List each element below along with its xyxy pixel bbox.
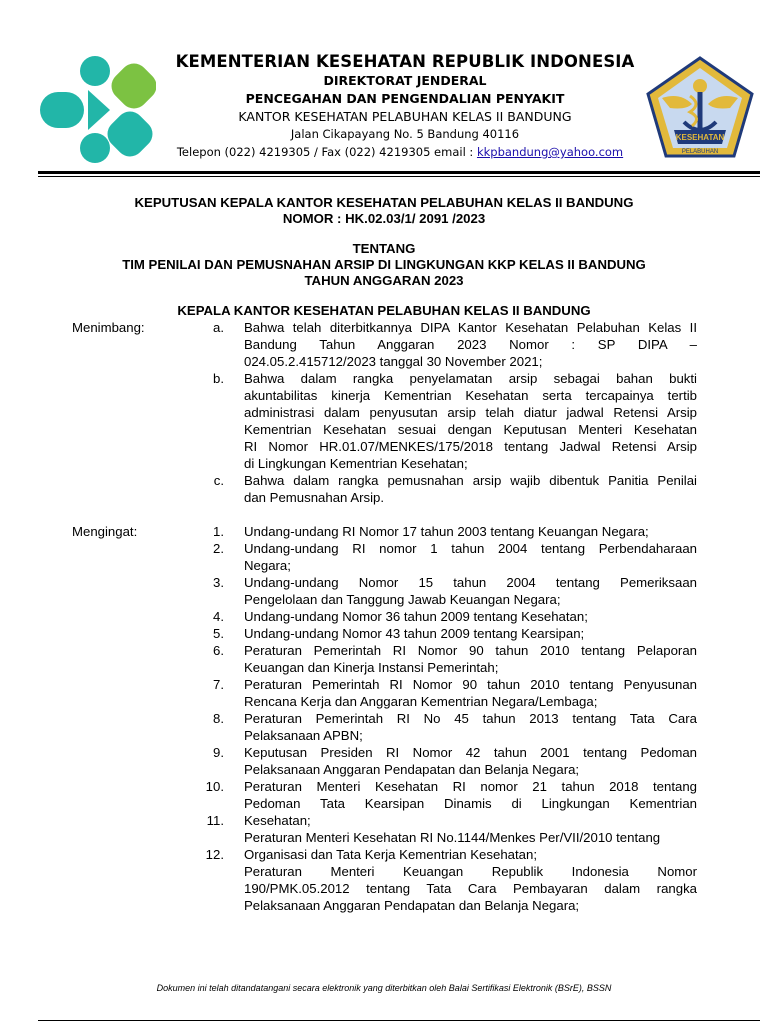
mengingat-line-12: Peraturan Pemerintah RI No 45 tahun 2013 tentang Tata Cara [244, 711, 697, 726]
mengingat-line-4: Undang-undang Nomor 15 tahun 2004 tentang Pemeriksaan [244, 575, 697, 590]
office-contact [130, 145, 670, 159]
mengingat-line-13: Pelaksanaan APBN; [244, 728, 363, 743]
mengingat-line-22: 190/PMK.05.2012 tentang Tata Cara Pembayaran dalam rangka [244, 881, 697, 896]
menimbang-b-line5: RI Nomor HR.01.07/MENKES/175/2018 tentang Jadwal Retensi Arsip [244, 439, 697, 454]
mengingat-mark-12: 12. [205, 847, 224, 862]
emblem-text-pelabuhan: PELABUHAN [681, 149, 719, 155]
menimbang-mark-b: b. [213, 371, 224, 386]
mengingat-line-3: Negara; [244, 558, 291, 573]
menimbang-a-line2: Bandung Tahun Anggaran 2023 Nomor : SP DIPA – [244, 337, 697, 352]
emblem-text-kesehatan: KESEHATAN [675, 133, 725, 142]
menimbang-c-line1: Bahwa dalam rangka pemusnahan arsip wajib dibentuk Panitia Penilai [244, 473, 697, 488]
mengingat-line-10: Peraturan Pemerintah RI Nomor 90 tahun 2010 tentang Penyusunan [244, 677, 697, 692]
mengingat-mark-8: 8. [213, 711, 224, 726]
mengingat-line-14: Keputusan Presiden RI Nomor 42 tahun 2001 tentang Pedoman [244, 745, 697, 760]
mengingat-line-8: Peraturan Pemerintah RI Nomor 90 tahun 2010 tentang Pelaporan [244, 643, 697, 658]
division-name: PENCEGAHAN DAN PENGENDALIAN PENYAKIT [245, 91, 565, 106]
mengingat-mark-11: 11. [206, 813, 224, 828]
mengingat-mark-7: 7. [213, 677, 224, 692]
decree-subject-line1: TIM PENILAI DAN PEMUSNAHAN ARSIP DI LINGKUNGAN KKP KELAS II BANDUNG [122, 257, 646, 272]
mengingat-line-5: Pengelolaan dan Tanggung Jawab Keuangan Negara; [244, 592, 561, 607]
ministry-name: KEMENTERIAN KESEHATAN REPUBLIK INDONESIA [175, 52, 635, 71]
mengingat-line-23: Pelaksanaan Anggaran Pendapatan dan Belanja Negara; [244, 898, 580, 913]
menimbang-a-line3: 024.05.2.415712/2023 tanggal 30 November 2021; [244, 354, 543, 369]
mengingat-mark-6: 6. [213, 643, 224, 658]
menimbang-mark-a: a. [213, 320, 224, 335]
decree-title: KEPUTUSAN KEPALA KANTOR KESEHATAN PELABUHAN KELAS II BANDUNG [134, 195, 634, 210]
decree-about: TENTANG [352, 241, 416, 256]
menimbang-a-line1: Bahwa telah diterbitkannya DIPA Kantor Kesehatan Pelabuhan Kelas II [244, 320, 697, 335]
mengingat-line-7: Undang-undang Nomor 43 tahun 2009 tentang Kearsipan; [244, 626, 585, 641]
mengingat-line-6: Undang-undang Nomor 36 tahun 2009 tentang Kesehatan; [244, 609, 588, 624]
mengingat-mark-10: 10. [205, 779, 224, 794]
mengingat-line-9: Keuangan dan Kinerja Instansi Pemerintah; [244, 660, 499, 675]
mengingat-line-2: Undang-undang RI nomor 1 tahun 2004 tentang Perbendaharaan [244, 541, 697, 556]
mengingat-mark-9: 9. [213, 745, 224, 760]
mengingat-line-19: Peraturan Menteri Kesehatan RI No.1144/Menkes Per/VII/2010 tentang [244, 830, 661, 845]
menimbang-mark-c: c. [213, 473, 224, 488]
mengingat-line-15: Pelaksanaan Anggaran Pendapatan dan Belanja Negara; [244, 762, 580, 777]
menimbang-b-line4: Kementrian Kesehatan sesuai dengan Keputusan Menteri Kesehatan [244, 422, 697, 437]
menimbang-b-line3: administrasi dalam penyusutan arsip telah diatur jadwal Retensi Arsip [244, 405, 697, 420]
mengingat-mark-2: 2. [213, 541, 224, 556]
menimbang-c-line2: dan Pemusnahan Arsip. [244, 490, 385, 505]
mengingat-line-18: Kesehatan; [244, 813, 311, 828]
mengingat-line-1: Undang-undang RI Nomor 17 tahun 2003 tentang Keuangan Negara; [244, 524, 649, 539]
email-link[interactable]: kkpbandung@yahoo.com [476, 145, 624, 159]
menimbang-b-line2: akuntabilitas kinerja Kementrian Kesehatan serta tercapainya tertib [244, 388, 697, 403]
letterhead-rule-thick [38, 171, 760, 174]
office-name: KANTOR KESEHATAN PELABUHAN KELAS II BANDUNG [238, 109, 572, 124]
directorate-name: DIREKTORAT JENDERAL [323, 73, 487, 88]
menimbang-label: Menimbang: [72, 320, 145, 335]
footer-rule [38, 1020, 760, 1021]
menimbang-b-line1: Bahwa dalam rangka penyelamatan arsip sebagai bahan bukti [244, 371, 697, 386]
mengingat-line-21: Peraturan Menteri Keuangan Republik Indonesia Nomor [244, 864, 697, 879]
decree-subject-line2: TAHUN ANGGARAN 2023 [304, 273, 464, 288]
mengingat-label: Mengingat: [72, 524, 138, 539]
mengingat-mark-1: 1. [213, 524, 224, 539]
letterhead-rule-thin [38, 176, 760, 177]
office-address: Jalan Cikapayang No. 5 Bandung 40116 [290, 127, 520, 141]
contact-text: Telepon (022) 4219305 / Fax (022) 4219305 email : [176, 145, 477, 159]
mengingat-line-17: Pedoman Tata Kearsipan Dinamis di Lingkungan Kementrian [244, 796, 697, 811]
esign-footer-note: Dokumen ini telah ditandatangani secara elektronik yang diterbitkan oleh Balai Sertifikasi Elektronik (BSrE), BSSN [156, 983, 612, 993]
mengingat-mark-4: 4. [213, 609, 224, 624]
mengingat-line-16: Peraturan Menteri Kesehatan RI nomor 21 tahun 2018 tentang [244, 779, 697, 794]
menimbang-b-line6: di Lingkungan Kementrian Kesehatan; [244, 456, 468, 471]
mengingat-line-20: Organisasi dan Tata Kerja Kementrian Kesehatan; [244, 847, 537, 862]
decree-issuer: KEPALA KANTOR KESEHATAN PELABUHAN KELAS II BANDUNG [177, 303, 591, 318]
mengingat-mark-3: 3. [213, 575, 224, 590]
mengingat-line-11: Rencana Kerja dan Anggaran Kementrian Negara/Lembaga; [244, 694, 598, 709]
mengingat-mark-5: 5. [213, 626, 224, 641]
decree-number: NOMOR : HK.02.03/1/ 2091 /2023 [282, 211, 486, 226]
